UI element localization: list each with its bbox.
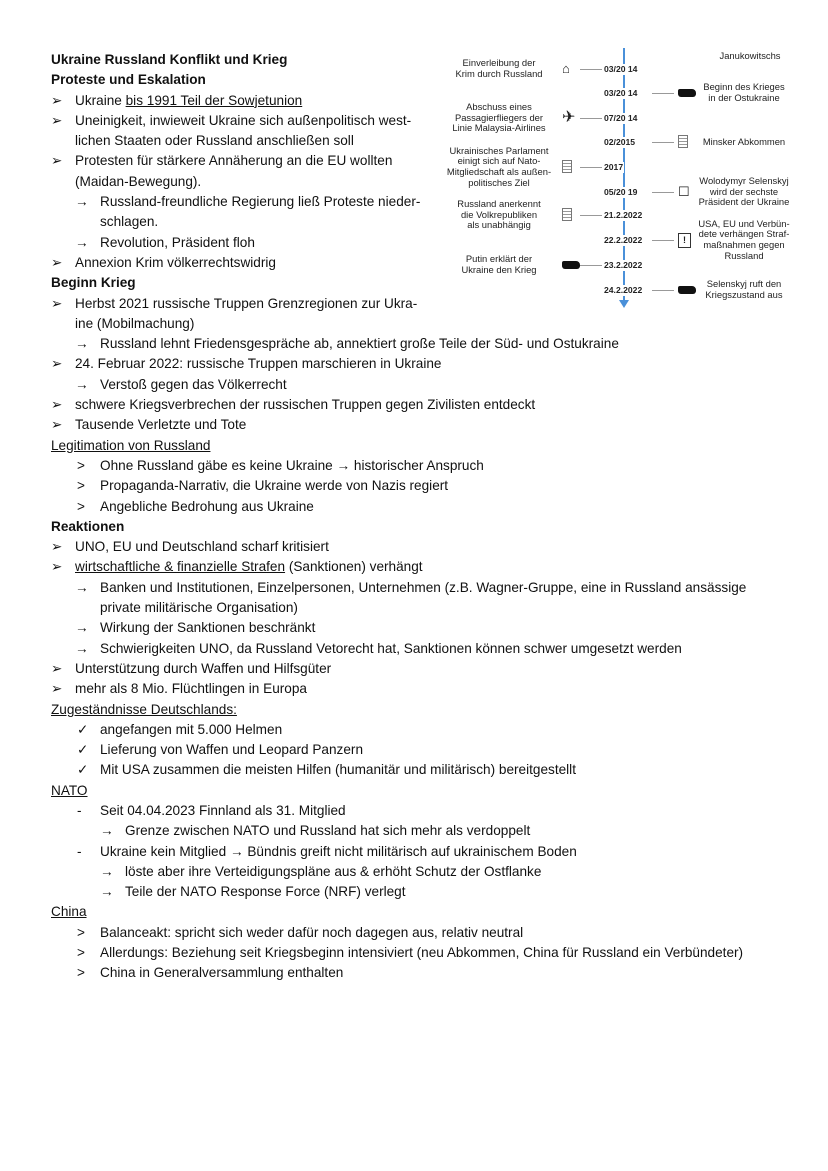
list-item — [51, 659, 791, 679]
text-segment: (Sanktionen) verhängt — [285, 559, 423, 575]
list-item — [51, 923, 791, 943]
bullet-marker-icon: ✓ — [77, 721, 89, 737]
timeline-connector — [652, 142, 674, 143]
list-item — [51, 395, 791, 415]
timeline-connector — [580, 215, 602, 216]
bullet-marker-icon: > — [77, 945, 85, 961]
text-segment: Wirkung der Sanktionen beschränkt — [100, 620, 316, 636]
text-segment: löste aber ihre Verteidigungspläne aus & erhöht Schutz der Ostflanke — [125, 863, 542, 879]
timeline-arrow-icon — [619, 300, 629, 308]
list-item — [51, 456, 791, 476]
bullet-marker-icon: → — [75, 579, 89, 595]
text-segment: Herbst 2021 russische Truppen Grenzregionen zur Ukra- — [75, 295, 418, 311]
bullet-marker-icon: ➢ — [51, 559, 63, 575]
bullet-marker-icon: ➢ — [51, 153, 63, 169]
text-segment: 24. Februar 2022: russische Truppen marschieren in Ukraine — [75, 356, 442, 372]
bullet-marker-icon: → — [75, 620, 89, 636]
bullet-marker-icon: ➢ — [51, 112, 63, 128]
bullet-marker-icon: → — [100, 823, 114, 839]
timeline-date: 2017 — [604, 162, 624, 172]
bullet-marker-icon: > — [77, 498, 85, 514]
section-heading — [51, 517, 791, 537]
timeline-event-label: Einverleibung der Krim durch Russland — [455, 57, 543, 79]
text-segment: Zugeständnisse Deutschlands: — [51, 701, 237, 717]
text-segment: Beginn Krieg — [51, 275, 136, 291]
bullet-marker-icon: > — [77, 965, 85, 981]
text-segment: schwere Kriegsverbrechen der russischen Truppen gegen Zivilisten entdeckt — [75, 397, 536, 413]
text-segment: UNO, EU und Deutschland scharf kritisiert — [75, 539, 329, 555]
list-item — [51, 639, 791, 659]
text-segment: Ohne Russland gäbe es keine Ukraine → historischer Anspruch — [100, 457, 484, 473]
timeline-top-label: Janukowitschs — [719, 50, 781, 61]
text-segment: Lieferung von Waffen und Leopard Panzern — [100, 742, 364, 758]
timeline-event-label: Ukrainisches Parlament einigt sich auf Nato- Mitgliedschaft als außen- politisches Ziel — [446, 144, 552, 188]
bullet-marker-icon: ➢ — [51, 356, 63, 372]
text-segment: Protesten für stärkere Annäherung an die EU wollten — [75, 153, 393, 169]
text-segment: bis 1991 Teil der Sowjetunion — [125, 92, 303, 108]
bullet-marker-icon: → — [75, 640, 89, 656]
section-heading — [51, 700, 791, 720]
bullet-marker-icon: > — [77, 478, 85, 494]
text-segment: Angebliche Bedrohung aus Ukraine — [100, 498, 314, 514]
bullet-marker-icon: → — [75, 234, 89, 250]
bullet-marker-icon: ✓ — [77, 742, 89, 758]
timeline-event-label: Russland anerkennt die Volkrepubliken als unabhängig — [457, 198, 541, 231]
list-item — [51, 375, 791, 395]
text-segment: (Maidan-Bewegung). — [75, 173, 202, 189]
list-item — [51, 882, 791, 902]
timeline-connector — [652, 192, 674, 193]
timeline-event-label: Minsker Abkommen — [702, 135, 786, 147]
list-item — [51, 943, 791, 963]
text-segment: Seit 04.04.2023 Finnland als 31. Mitglied — [100, 802, 346, 818]
timeline-date: 03/20 14 — [604, 88, 638, 98]
timeline-date: 21.2.2022 — [604, 210, 643, 220]
text-segment: Uneinigkeit, inwieweit Ukraine sich außenpolitisch west- — [75, 112, 412, 128]
text-segment: Revolution, Präsident floh — [100, 234, 255, 250]
bullet-marker-icon: → — [100, 863, 114, 879]
document-icon — [562, 160, 572, 173]
list-item — [51, 740, 791, 760]
ballot-box-icon: ☐ — [678, 184, 690, 199]
bullet-marker-icon: - — [77, 802, 82, 818]
list-item — [51, 720, 791, 740]
timeline-event-label: Selenskyj ruft den Kriegszustand aus — [705, 278, 783, 300]
exclamation-icon: ! — [678, 233, 691, 248]
bullet-marker-icon: ➢ — [51, 660, 63, 676]
list-item — [51, 842, 791, 862]
text-segment: Ukraine Russland Konflikt und Krieg — [51, 52, 288, 67]
timeline-connector — [580, 265, 602, 266]
bullet-marker-icon: ➢ — [51, 254, 63, 270]
timeline-date: 05/20 19 — [604, 187, 638, 197]
bullet-marker-icon: → — [75, 336, 89, 352]
bullet-marker-icon: → — [75, 376, 89, 392]
text-segment: Ukraine kein Mitglied → Bündnis greift nicht militärisch auf ukrainischem Boden — [100, 843, 577, 859]
text-segment: Banken und Institutionen, Einzelpersonen, Unternehmen (z.B. Wagner-Gruppe, eine in Russland ansässige — [100, 579, 747, 595]
text-segment: Annexion Krim völkerrechtswidrig — [75, 254, 276, 270]
list-item — [51, 557, 791, 577]
text-segment: Russland lehnt Friedensgespräche ab, annektiert große Teile der Süd- und Ostukraine — [100, 336, 619, 352]
timeline-connector — [652, 290, 674, 291]
timeline-event-label: Beginn des Krieges in der Ostukraine — [703, 81, 785, 103]
timeline-connector — [652, 93, 674, 94]
timeline-connector — [580, 69, 602, 70]
timeline-date: 02/2015 — [604, 137, 636, 147]
list-item — [51, 618, 791, 638]
text-segment: Verstoß gegen das Völkerrecht — [100, 376, 287, 392]
list-item — [51, 801, 791, 821]
timeline-connector — [580, 118, 602, 119]
tank-icon — [562, 261, 580, 269]
text-segment: Propaganda-Narrativ, die Ukraine werde von Nazis regiert — [100, 478, 449, 494]
bullet-marker-icon: ➢ — [51, 397, 63, 413]
text-segment: Grenze zwischen NATO und Russland hat sich mehr als verdoppelt — [125, 823, 531, 839]
list-item — [51, 821, 791, 841]
bullet-marker-icon: ➢ — [51, 295, 63, 311]
map-icon: ⌂ — [562, 61, 570, 76]
text-segment: Tausende Verletzte und Tote — [75, 417, 247, 433]
timeline-date: 24.2.2022 — [604, 285, 643, 295]
text-segment: ine (Mobilmachung) — [75, 315, 195, 331]
list-item — [51, 578, 791, 598]
timeline-date: 22.2.2022 — [604, 235, 643, 245]
list-item — [51, 354, 791, 374]
bullet-marker-icon: ✓ — [77, 762, 89, 778]
text-segment: Ukraine — [75, 92, 126, 108]
text-segment: Legitimation von Russland — [51, 437, 211, 453]
bullet-marker-icon: → — [100, 884, 114, 900]
text-segment: private militärische Organisation) — [100, 600, 298, 616]
bullet-marker-icon: ➢ — [51, 417, 63, 433]
timeline-date: 03/20 14 — [604, 64, 638, 74]
document-icon — [562, 208, 572, 221]
text-segment: Proteste und Eskalation — [51, 72, 206, 88]
list-item — [51, 537, 791, 557]
text-segment: wirtschaftliche & finanzielle Strafen — [75, 559, 286, 575]
text-segment: Reaktionen — [51, 518, 125, 534]
list-item — [51, 476, 791, 496]
text-segment: NATO — [51, 782, 88, 798]
bullet-marker-icon: - — [77, 843, 82, 859]
list-item — [51, 760, 791, 780]
timeline-connector — [652, 240, 674, 241]
text-segment: lichen Staaten oder Russland anschließen soll — [75, 133, 354, 149]
text-segment: Schwierigkeiten UNO, da Russland Vetorecht hat, Sanktionen können schwer umgesetzt werden — [100, 640, 682, 656]
bullet-marker-icon: ➢ — [51, 92, 63, 108]
timeline — [440, 40, 810, 315]
timeline-event-label: Abschuss eines Passagierfliegers der Linie Malaysia-Airlines — [452, 101, 546, 134]
text-segment: Unterstützung durch Waffen und Hilfsgüter — [75, 660, 332, 676]
timeline-event-label: Putin erklärt der Ukraine den Krieg — [461, 253, 537, 275]
timeline-connector — [580, 167, 602, 168]
bullet-marker-icon: > — [77, 457, 85, 473]
section-heading — [51, 902, 791, 922]
text-segment: mehr als 8 Mio. Flüchtlingen in Europa — [75, 681, 307, 697]
bullet-marker-icon: → — [75, 194, 89, 210]
bullet-marker-icon: ➢ — [51, 681, 63, 697]
text-segment: Russland-freundliche Regierung ließ Proteste nieder- — [100, 194, 421, 210]
list-item — [51, 415, 791, 435]
list-item — [51, 314, 791, 334]
timeline-event-label: USA, EU und Verbün- dete verhängen Straf- maßnahmen gegen Russland — [698, 217, 790, 261]
plane-icon: ✈ — [562, 109, 576, 126]
text-segment: China in Generalversammlung enthalten — [100, 965, 344, 981]
text-segment: Allerdungs: Beziehung seit Kriegsbeginn intensiviert (neu Abkommen, China für Russland ein Verbündeter) — [100, 945, 744, 961]
bullet-marker-icon: > — [77, 924, 85, 940]
text-segment: Teile der NATO Response Force (NRF) verlegt — [125, 884, 406, 900]
timeline-event-label: Wolodymyr Selenskyj wird der sechste Präsident der Ukraine — [698, 175, 790, 208]
section-heading — [51, 781, 791, 801]
list-item — [51, 497, 791, 517]
bullet-marker-icon: ➢ — [51, 539, 63, 555]
list-item — [51, 862, 791, 882]
timeline-date: 07/20 14 — [604, 113, 638, 123]
section-heading — [51, 436, 791, 456]
list-item — [51, 598, 791, 618]
list-item — [51, 679, 791, 699]
list-item — [51, 334, 791, 354]
text-segment: angefangen mit 5.000 Helmen — [100, 721, 283, 737]
text-segment: China — [51, 904, 87, 920]
text-segment: Balanceakt: spricht sich weder dafür noch dagegen aus, relativ neutral — [100, 924, 524, 940]
list-item — [51, 963, 791, 983]
text-segment: schlagen. — [100, 214, 159, 230]
timeline-date: 23.2.2022 — [604, 260, 643, 270]
text-segment: Mit USA zusammen die meisten Hilfen (humanitär und militärisch) bereitgestellt — [100, 762, 576, 778]
